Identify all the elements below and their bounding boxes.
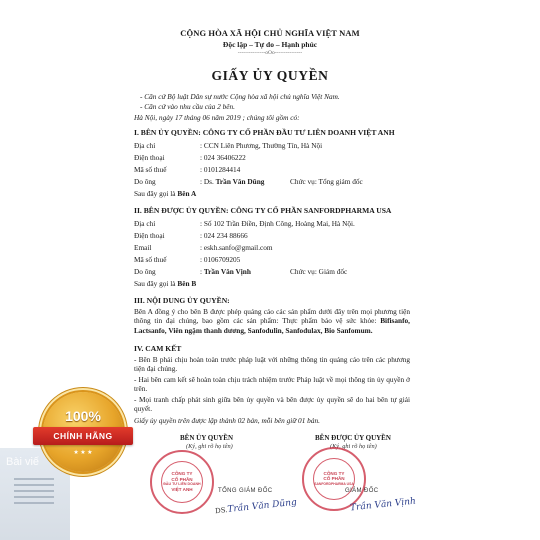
signer-b-note: (Ký, ghi rõ họ tên): [330, 443, 377, 450]
party-a-phone: : 024 36406222: [200, 153, 246, 162]
party-b-rep: : Trần Văn Vịnh: [200, 267, 251, 276]
closing-line: Giấy ủy quyền trên được lập thành 02 bản, mỗi bên giữ 01 bản.: [134, 416, 320, 425]
badge-percent: 100%: [65, 408, 101, 424]
seal-b-center: CÔNG TY CỔ PHẦN SANFORDPHARMA USA: [313, 458, 355, 500]
party-a-heading: I. BÊN ỦY QUYỀN: CÔNG TY CỔ PHẦN ĐẦU TƯ LIÊN DOANH VIỆT ANH: [134, 128, 395, 137]
party-a-tax: : 0101284414: [200, 165, 241, 174]
party-a-rep: : Ds. Trần Văn Dũng: [200, 177, 265, 186]
header-divider: ---------------oOo---------------: [237, 50, 303, 56]
company-seal-a: [150, 450, 214, 514]
document-title: GIẤY ỦY QUYỀN: [211, 68, 329, 83]
date-line: Hà Nội, ngày 17 tháng 06 năm 2019 ; chúng tôi gồm có:: [134, 113, 300, 122]
signer-b-signature: Trần Văn Vịnh: [349, 496, 417, 514]
party-b-role: Chức vụ: Giám đốc: [290, 267, 348, 276]
preamble-line-1: - Căn cứ Bộ luật Dân sự nước Cộng hòa xã hội chủ nghĩa Việt Nam.: [140, 92, 340, 101]
section-4-heading: IV. CAM KẾT: [134, 344, 182, 353]
party-b-email-label: Email: [134, 243, 152, 252]
signer-a-note: (Ký, ghi rõ họ tên): [186, 443, 233, 450]
party-b-phone: : 024 234 88666: [200, 231, 248, 240]
signer-b-title: GIÁM ĐỐC: [345, 488, 379, 494]
party-b-phone-label: Điện thoại: [134, 231, 165, 240]
commitment-3: - Mọi tranh chấp phát sinh giữa bên ủy quyền và bên được ủy quyền sẽ do hai bên tự giải quyết.: [134, 395, 410, 414]
overlay-lines: [14, 478, 54, 508]
party-a-tax-label: Mã số thuế: [134, 165, 167, 174]
preamble-line-2: - Căn cứ vào nhu cầu của 2 bên.: [140, 102, 235, 111]
overlay-caption: Bài viế: [6, 456, 40, 468]
party-b-email: : eskh.sanfo@gmail.com: [200, 243, 273, 252]
section-3-text: Bên A đồng ý cho bên B được phép quảng cáo các sản phẩm dưới đây trên mọi phương tiện thông tin đại chúng, bao gồm các sản phẩm: Thực phẩm bảo vệ sức khỏe: Bifisanfo, Lactsanfo, Viên ngậm thanh dương, Sanfodulin, Sanfodulax, Bio Sanfomum.: [134, 307, 410, 335]
party-b-tax-label: Mã số thuế: [134, 255, 167, 264]
section-3-heading: III. NỘI DUNG ỦY QUYỀN:: [134, 296, 230, 305]
badge-stars-icon: ★ ★ ★: [73, 450, 93, 456]
party-a-address-label: Địa chỉ: [134, 141, 156, 150]
party-a-role: Chức vụ: Tổng giám đốc: [290, 177, 363, 186]
national-motto: Độc lập – Tự do – Hạnh phúc: [222, 40, 318, 49]
party-a-called: Sau đây gọi là Bên A: [134, 189, 197, 198]
party-b-address: : Số 102 Trần Điền, Định Công, Hoàng Mai, Hà Nội.: [200, 219, 355, 228]
party-b-rep-label: Do ông: [134, 267, 156, 276]
commitment-2: - Hai bên cam kết sẽ hoàn toàn chịu trách nhiệm trước Pháp luật về mọi thông tin ủy quyền ở trên.: [134, 375, 410, 394]
product-list: Bifisanfo, Lactsanfo, Viên ngậm thanh dương, Sanfodulin, Sanfodulax, Bio Sanfomum.: [134, 316, 410, 335]
party-a-phone-label: Điện thoại: [134, 153, 165, 162]
badge-ribbon: CHÍNH HÃNG: [33, 427, 133, 445]
national-title: CỘNG HÒA XÃ HỘI CHỦ NGHĨA VIỆT NAM: [180, 28, 360, 38]
party-b-tax: : 0106709205: [200, 255, 241, 264]
party-b-rep-name: Trần Văn Vịnh: [203, 267, 251, 276]
party-a-rep-label: Do ông: [134, 177, 156, 186]
commitment-1: - Bên B phải chịu hoàn toàn trước pháp luật với những thông tin quảng cáo trên các phương tiện đại chúng.: [134, 355, 410, 374]
party-a-address: : CCN Liên Phương, Thường Tín, Hà Nội: [200, 141, 323, 150]
party-a-rep-name: Trần Văn Dũng: [215, 177, 265, 186]
signer-a-heading: BÊN ỦY QUYỀN: [180, 434, 234, 442]
signer-a-signature: DS.Trần Văn Dũng: [214, 497, 298, 516]
signer-b-heading: BÊN ĐƯỢC ỦY QUYỀN: [315, 434, 391, 442]
party-b-called: Sau đây gọi là Bên B: [134, 279, 197, 288]
company-seal-b: [302, 447, 366, 511]
party-b-heading: II. BÊN ĐƯỢC ỦY QUYỀN: CÔNG TY CỔ PHẦN SANFORDPHARMA USA: [134, 206, 392, 215]
signer-a-title: TỔNG GIÁM ĐỐC: [218, 488, 273, 494]
party-b-address-label: Địa chỉ: [134, 219, 156, 228]
seal-a-center: CÔNG TY CỔ PHẦN ĐẦU TƯ LIÊN DOANH VIỆT ANH: [161, 461, 203, 503]
